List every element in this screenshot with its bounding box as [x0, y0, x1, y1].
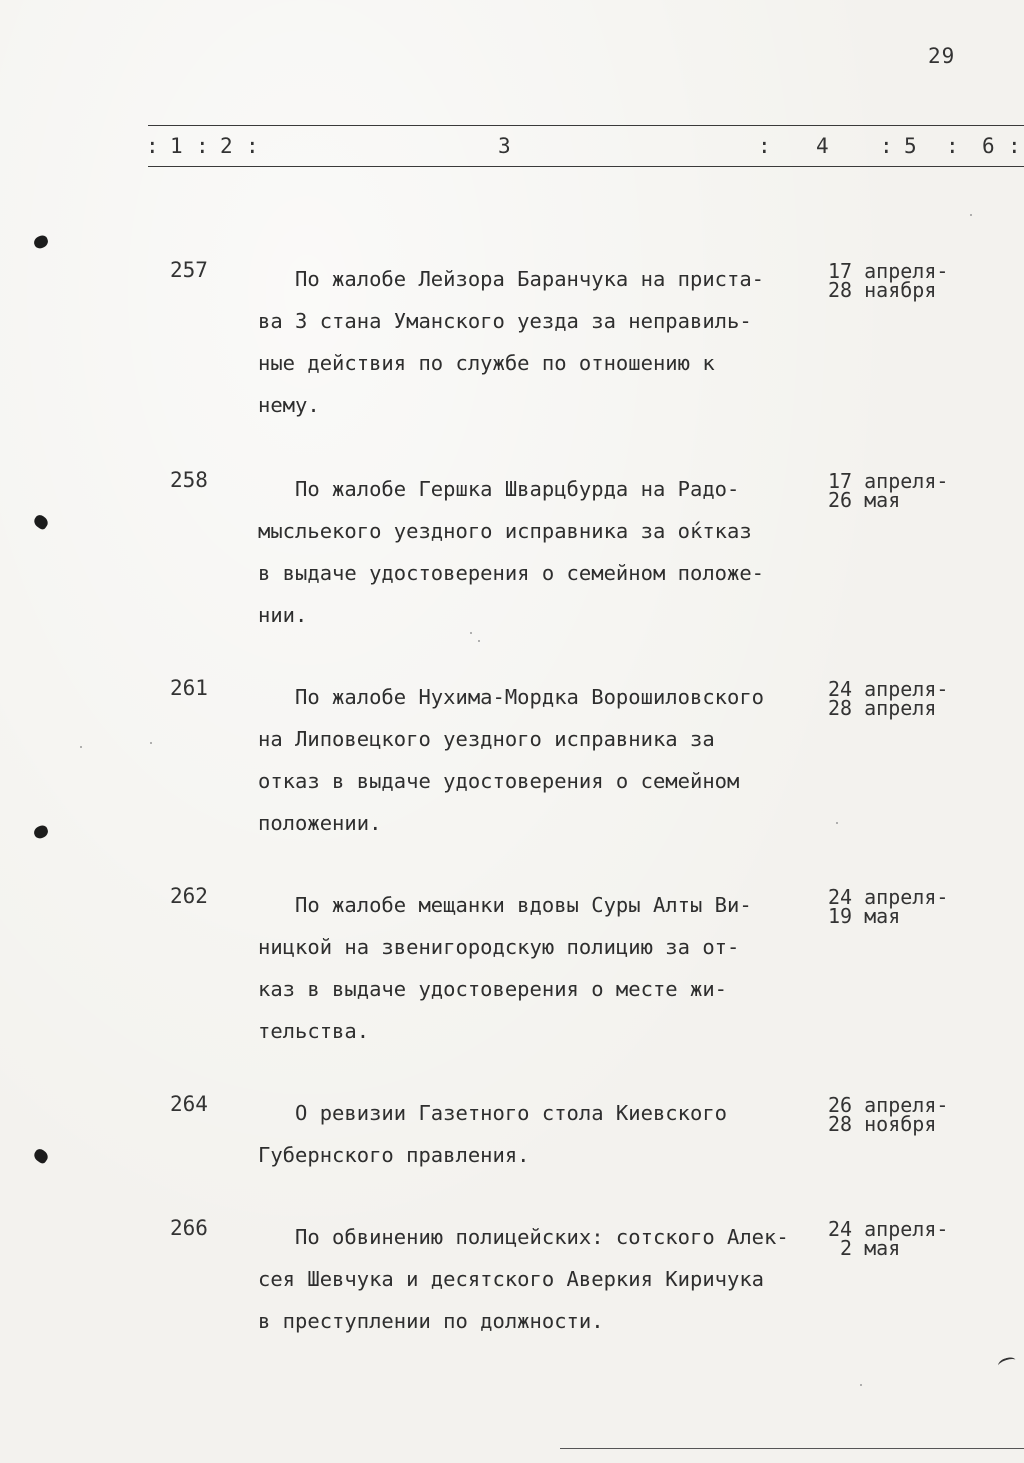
entry-description [258, 468, 818, 636]
entry-text-line: По жалобе мещанки вдовы Суры Алты Ви- [258, 893, 752, 917]
entry-text-line: нему. [258, 393, 320, 417]
scan-speck [860, 1384, 862, 1386]
entry-date-end: 28 ноября [828, 1112, 937, 1136]
entry-number: 264 [170, 1092, 208, 1116]
entry-dates [828, 677, 949, 720]
entry-date-end: 19 мая [828, 904, 901, 928]
header-col-5: 5 [904, 134, 917, 158]
entry-text-line: По жалобе Гершка Шварцбурда на Радо- [258, 477, 740, 501]
entry-description [258, 884, 818, 1052]
entry-number: 257 [170, 258, 208, 282]
entry-description [258, 1092, 818, 1176]
header-col-3: 3 [498, 134, 511, 158]
scan-speck [478, 640, 480, 642]
binding-hole-mark [32, 234, 49, 250]
entry-text-line: в выдаче удостоверения о семейном положе- [258, 561, 765, 585]
entry-text-line: на Липовецкого уездного исправника за [258, 727, 715, 751]
header-separator: : [1008, 134, 1021, 158]
entry-description [258, 1216, 818, 1342]
header-separator: : [880, 134, 893, 158]
scan-speck [836, 822, 838, 824]
entry-date-end: 28 апреля [828, 696, 937, 720]
header-col-2: 2 [220, 134, 233, 158]
entry-text-line: каз в выдаче удостоверения о месте жи- [258, 977, 727, 1001]
entry-text-line: По жалобе Нухима-Мордка Ворошиловского [258, 685, 765, 709]
entry-text-line: в преступлении по должности. [258, 1309, 604, 1333]
entry-dates [828, 469, 949, 512]
entry-text-line: По жалобе Лейзора Баранчука на приста- [258, 267, 765, 291]
entry-description [258, 258, 818, 426]
entry-date-start: 24 апреля- [828, 1217, 949, 1241]
entry-date-end: 2 мая [828, 1236, 901, 1260]
scan-speck [150, 742, 152, 744]
entry-date-start: 17 апреля- [828, 259, 949, 283]
entry-text-line: О ревизии Газетного стола Киевского [258, 1101, 727, 1125]
entry-date-end: 26 мая [828, 488, 901, 512]
entry-text-line: Губернского правления. [258, 1143, 530, 1167]
header-rule-bottom [148, 166, 1024, 167]
pencil-mark [997, 1355, 1017, 1370]
entry-text-line: мысльекого уездного исправника за оќтказ [258, 519, 752, 543]
entry-date-start: 26 апреля- [828, 1093, 949, 1117]
entry-dates [828, 885, 949, 928]
entry-number: 261 [170, 676, 208, 700]
header-col-6: 6 [982, 134, 995, 158]
header-separator: : [246, 134, 259, 158]
entry-date-end: 28 наября [828, 278, 937, 302]
entry-text-line: ные действия по службе по отношению к [258, 351, 715, 375]
entry-text-line: По обвинению полицейских: сотского Алек- [258, 1225, 789, 1249]
entry-text-line: ва 3 стана Уманского уезда за неправиль- [258, 309, 752, 333]
header-separator: : [946, 134, 959, 158]
entry-description [258, 676, 818, 844]
entry-text-line: сея Шевчука и десятского Аверкия Киричука [258, 1267, 765, 1291]
header-separator: : [196, 134, 209, 158]
binding-hole-mark [32, 1147, 50, 1165]
entry-date-start: 24 апреля- [828, 677, 949, 701]
entry-number: 262 [170, 884, 208, 908]
entry-dates [828, 1093, 949, 1136]
entry-text-line: отказ в выдаче удостоверения о семейном [258, 769, 740, 793]
header-col-1: 1 [170, 134, 183, 158]
binding-hole-mark [32, 824, 49, 840]
entry-text-line: нии. [258, 603, 308, 627]
header-separator: : [146, 134, 159, 158]
page-number: 29 [928, 44, 956, 68]
entry-dates [828, 1217, 949, 1260]
scan-speck [80, 746, 82, 748]
scan-speck [970, 214, 972, 216]
binding-hole-mark [32, 513, 50, 531]
entry-date-start: 24 апреля- [828, 885, 949, 909]
scan-speck [470, 632, 472, 634]
header-rule-top [148, 125, 1024, 126]
header-separator: : [758, 134, 771, 158]
header-col-4: 4 [816, 134, 829, 158]
entry-text-line: тельства. [258, 1019, 370, 1043]
entry-date-start: 17 апреля- [828, 469, 949, 493]
entry-text-line: ницкой на звенигородскую полицию за от- [258, 935, 740, 959]
entry-number: 258 [170, 468, 208, 492]
entry-dates [828, 259, 949, 302]
entry-text-line: положении. [258, 811, 382, 835]
entry-number: 266 [170, 1216, 208, 1240]
bottom-rule [560, 1448, 1024, 1449]
